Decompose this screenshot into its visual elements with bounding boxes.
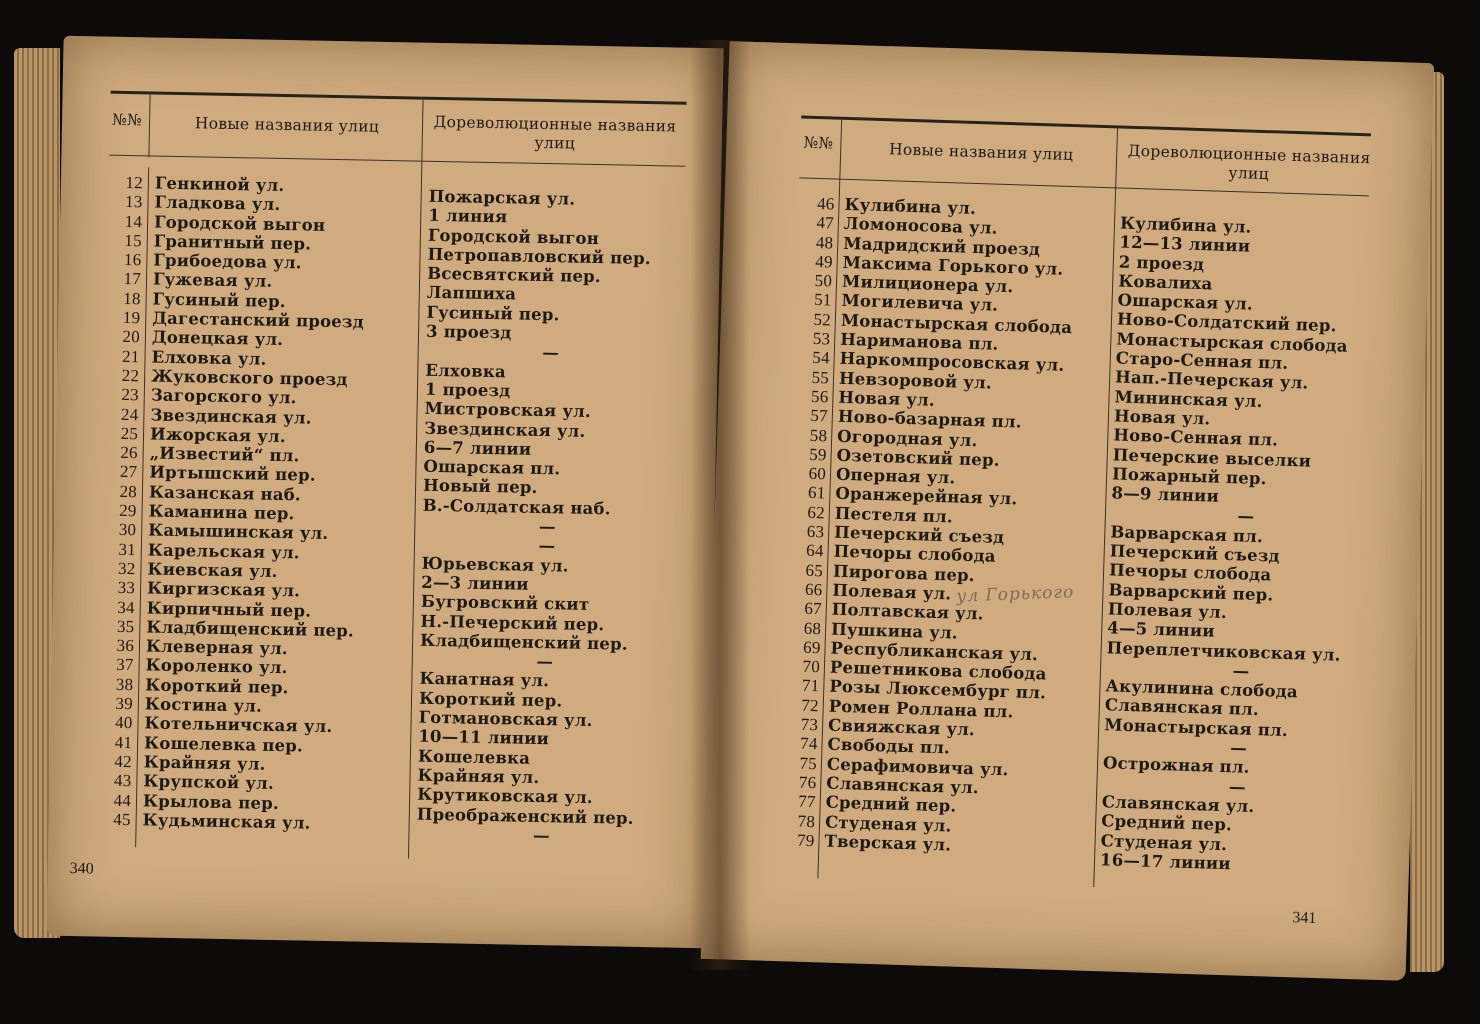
row-number: 54 xyxy=(811,348,830,368)
row-number: 63 xyxy=(806,521,825,542)
new-street-name: Каманина пер. xyxy=(148,501,295,524)
row-number: 19 xyxy=(122,308,141,328)
new-street-name: Оперная ул. xyxy=(835,464,956,488)
new-street-name: Свободы пл. xyxy=(827,734,951,758)
old-street-name: Бугровский скит xyxy=(420,591,590,615)
row-number: 49 xyxy=(815,251,834,272)
old-street-name: 2—3 линии xyxy=(421,572,529,594)
old-street-name: Варварский пер. xyxy=(1108,579,1274,605)
old-street-name: Ковалиха xyxy=(1117,271,1213,294)
row-number: 40 xyxy=(114,713,133,733)
new-street-name: Республиканская ул. xyxy=(830,638,1039,664)
left-new-names-column xyxy=(142,174,417,835)
row-number: 21 xyxy=(121,346,140,366)
row-number: 42 xyxy=(114,751,132,772)
row-number: 66 xyxy=(804,579,823,600)
left-col-divider-1 xyxy=(148,93,150,157)
new-street-name: Гладкова ул. xyxy=(154,192,281,215)
old-street-name: Печерские выселки xyxy=(1112,444,1312,471)
old-street-name: Ново-Солдатский пер. xyxy=(1116,309,1337,336)
new-street-name: Милиционера ул. xyxy=(841,271,1014,297)
new-street-name: Новая ул. xyxy=(838,387,936,410)
new-street-name: Максима Горького ул. xyxy=(842,252,1064,279)
new-street-name: Ижорская ул. xyxy=(149,424,286,446)
old-street-name: Нап.-Печерская ул. xyxy=(1114,367,1309,393)
row-number: 28 xyxy=(119,481,138,501)
old-street-name: — xyxy=(1237,506,1255,527)
old-street-name: Преображенский пер. xyxy=(416,804,634,828)
new-street-name: Короткий пер. xyxy=(145,675,289,697)
old-street-name: Гусиный пер. xyxy=(426,302,560,325)
new-street-name: Костина ул. xyxy=(144,694,263,716)
old-street-name: Петропавловский пер. xyxy=(427,244,651,268)
new-street-name: Карельская ул. xyxy=(147,540,300,563)
old-street-name: Елховка xyxy=(425,360,507,381)
new-street-name: Звездинская ул. xyxy=(150,405,312,428)
row-number: 69 xyxy=(802,637,821,658)
new-street-name: Ломоносова ул. xyxy=(843,214,998,238)
row-number: 60 xyxy=(808,464,827,484)
new-street-name: Мадридский проезд xyxy=(843,233,1041,259)
row-number: 35 xyxy=(116,616,135,637)
row-number: 50 xyxy=(814,271,833,291)
row-number: 64 xyxy=(805,541,824,561)
row-number: 45 xyxy=(113,809,131,829)
new-street-name: Казанская наб. xyxy=(148,482,302,505)
new-street-name: „Известий“ пл. xyxy=(149,443,300,466)
new-street-name: Елховка ул. xyxy=(151,347,267,369)
row-number: 38 xyxy=(115,674,134,694)
old-street-name: 1 проезд xyxy=(424,379,511,401)
new-street-name: Наркомпросовская ул. xyxy=(839,349,1065,376)
old-street-name: Готмановская ул. xyxy=(418,707,593,731)
row-number: 20 xyxy=(122,327,141,347)
row-number: 53 xyxy=(812,329,831,349)
left-page xyxy=(46,36,723,949)
row-number: 62 xyxy=(807,502,826,523)
right-number-column xyxy=(770,193,835,850)
left-header-new: Новые названия улиц xyxy=(194,114,380,136)
row-number: 65 xyxy=(805,560,824,580)
new-street-name: Камышинская ул. xyxy=(148,520,329,544)
new-street-name: Огородная ул. xyxy=(836,426,978,450)
new-street-name: Могилевича ул. xyxy=(841,291,999,316)
new-street-name: Кулибина ул. xyxy=(844,194,977,218)
old-street-name: Крайняя ул. xyxy=(417,765,540,787)
new-street-name: Короленко ул. xyxy=(145,655,288,678)
new-street-name: Свияжская ул. xyxy=(827,715,976,740)
row-number: 41 xyxy=(114,732,133,752)
row-number: 43 xyxy=(113,771,132,791)
old-street-name: Острожная пл. xyxy=(1102,753,1250,778)
row-number: 70 xyxy=(802,656,821,677)
right-header-num: №№ xyxy=(803,133,834,153)
left-page-number: 340 xyxy=(69,860,94,878)
new-street-name: Гусиный пер. xyxy=(152,289,286,311)
old-street-name: Славянская пл. xyxy=(1104,695,1260,720)
old-street-name: Славянская ул. xyxy=(1101,792,1255,816)
old-street-name: — xyxy=(538,517,556,537)
row-number: 17 xyxy=(123,269,142,289)
old-street-name: Монастырская пл. xyxy=(1104,714,1289,740)
old-street-name: Кошелевка xyxy=(417,746,531,768)
row-number: 51 xyxy=(813,290,832,310)
row-number: 31 xyxy=(118,539,137,559)
old-street-name: Студеная ул. xyxy=(1100,830,1228,854)
row-number: 26 xyxy=(120,443,138,463)
old-street-name: Ново-Сенная пл. xyxy=(1113,425,1279,450)
right-top-rule xyxy=(801,115,1371,136)
new-street-name: Гужевая ул. xyxy=(152,269,273,292)
new-street-name: Ромен Роллана пл. xyxy=(828,696,1014,722)
row-number: 58 xyxy=(809,425,828,445)
row-number: 39 xyxy=(115,693,134,714)
row-number: 30 xyxy=(118,520,137,540)
row-number: 36 xyxy=(116,636,135,656)
old-street-name: Переплетчиковская ул. xyxy=(1106,637,1341,665)
row-number: 48 xyxy=(815,232,834,253)
old-street-name: 1 линия xyxy=(428,206,508,227)
new-street-name: Оранжерейная ул. xyxy=(835,484,1018,509)
old-street-name: Н.-Печерский пер. xyxy=(420,611,605,634)
row-number: 18 xyxy=(123,288,141,309)
new-street-name: Пирогова пер. xyxy=(832,561,976,585)
row-number: 44 xyxy=(113,790,132,810)
right-page xyxy=(701,41,1434,981)
row-number: 77 xyxy=(798,791,817,812)
old-street-name: В.-Солдатская наб. xyxy=(422,495,611,519)
book-spine xyxy=(690,40,750,970)
old-street-name: — xyxy=(542,343,560,363)
row-number: 78 xyxy=(797,811,816,831)
new-street-name: Клеверная ул. xyxy=(145,636,289,659)
old-street-name: Мининская ул. xyxy=(1114,387,1263,411)
row-number: 56 xyxy=(810,386,829,407)
new-street-name: Котельничская ул. xyxy=(144,713,333,737)
old-street-name: 3 проезд xyxy=(425,321,512,343)
new-street-name: Пушкина ул. xyxy=(830,619,959,643)
old-street-name: Новый пер. xyxy=(422,476,538,498)
new-street-name: Тверская ул. xyxy=(824,831,952,855)
new-street-name: Кудьминская ул. xyxy=(142,810,311,833)
row-number: 67 xyxy=(804,599,823,619)
row-number: 79 xyxy=(796,830,815,851)
old-street-name: 10—11 линии xyxy=(418,726,550,749)
old-street-name: Ошарская пл. xyxy=(423,456,561,479)
new-street-name: Невзоровой ул. xyxy=(838,368,993,393)
row-number: 25 xyxy=(120,423,139,444)
new-street-name: Кошелевка пер. xyxy=(143,733,304,756)
new-street-name: Городской выгон xyxy=(153,212,326,235)
right-new-names-column xyxy=(824,195,1112,859)
new-street-name: Иртышский пер. xyxy=(149,462,316,486)
old-street-name: Кулибина ул. xyxy=(1119,213,1252,237)
new-street-name: Серафимовича ул. xyxy=(826,754,1009,779)
row-number: 37 xyxy=(116,655,134,675)
new-street-name: Пестеля пл. xyxy=(834,503,954,527)
new-street-name: Донецкая ул. xyxy=(151,327,284,350)
new-street-name: Озетовский пер. xyxy=(836,445,1001,470)
right-page-number: 341 xyxy=(1292,909,1317,928)
old-street-name: — xyxy=(1229,738,1248,758)
new-street-name: Славянская ул. xyxy=(826,773,980,798)
row-number: 33 xyxy=(117,578,136,598)
left-old-names-column xyxy=(416,187,679,848)
row-number: 22 xyxy=(121,365,140,386)
row-number: 72 xyxy=(801,695,820,715)
old-street-name: — xyxy=(1228,776,1247,797)
row-number: 55 xyxy=(811,367,830,388)
new-street-name: Крупской ул. xyxy=(143,771,275,794)
old-street-name: Варварская пл. xyxy=(1110,522,1264,546)
new-street-name: Розы Люксембург пл. xyxy=(829,677,1047,703)
old-street-name: — xyxy=(532,825,550,846)
new-street-name: Средний пер. xyxy=(825,792,957,816)
old-street-name: Старо-Сенная пл. xyxy=(1115,348,1289,373)
row-number: 52 xyxy=(813,309,832,330)
old-street-name: Крутиковская ул. xyxy=(417,784,594,808)
old-street-name: Средний пер. xyxy=(1100,811,1233,835)
row-number: 27 xyxy=(119,462,138,482)
new-street-name: Киргизская ул. xyxy=(146,578,301,601)
old-street-name: Канатная ул. xyxy=(419,669,550,691)
new-street-name: Печоры слобода xyxy=(833,542,997,567)
row-number: 73 xyxy=(800,714,819,735)
old-street-name: Новая ул. xyxy=(1113,406,1211,429)
old-street-name: 12—13 линии xyxy=(1119,232,1251,256)
right-header-old: Дореволюционные названия улиц xyxy=(1127,141,1371,184)
new-street-name: Решетникова слобода xyxy=(829,657,1047,684)
old-street-name: Мистровская ул. xyxy=(424,399,592,422)
new-street-name: Кирпичный пер. xyxy=(146,597,312,621)
new-street-name: Монастырская слобода xyxy=(840,310,1073,337)
row-number: 24 xyxy=(120,404,139,424)
old-street-name: Городской выгон xyxy=(427,225,600,248)
row-number: 13 xyxy=(124,192,143,212)
left-header-num: №№ xyxy=(111,110,143,130)
new-street-name: Жуковского проезд xyxy=(151,366,348,390)
old-street-name: — xyxy=(536,652,554,672)
left-number-column xyxy=(88,172,143,829)
old-street-name: Пожарская ул. xyxy=(428,186,576,209)
old-street-name: Кладбищенский пер. xyxy=(419,630,628,654)
right-header-new: Новые названия улиц xyxy=(888,140,1074,165)
row-number: 71 xyxy=(801,676,820,696)
row-number: 29 xyxy=(119,500,137,521)
row-number: 12 xyxy=(125,172,144,193)
old-street-name: Полевая ул. xyxy=(1107,599,1228,622)
old-street-name: 16—17 линии xyxy=(1099,849,1232,874)
row-number: 47 xyxy=(816,213,835,233)
row-number: 16 xyxy=(123,250,142,270)
old-street-name: Пожарный пер. xyxy=(1111,464,1267,489)
row-number: 61 xyxy=(807,483,826,503)
row-number: 14 xyxy=(124,211,143,231)
old-street-name: 4—5 линии xyxy=(1107,618,1216,641)
row-number: 74 xyxy=(799,734,818,754)
right-old-names-column xyxy=(1100,214,1390,878)
new-street-name: Грибоедова ул. xyxy=(153,250,302,273)
old-street-name: 8—9 линии xyxy=(1111,483,1220,506)
row-number: 76 xyxy=(798,772,817,793)
new-street-name: Полевая ул. xyxy=(832,580,952,604)
row-number: 46 xyxy=(816,193,835,214)
new-street-name: Крайняя ул. xyxy=(143,752,266,774)
old-street-name: Монастырская слобода xyxy=(1116,329,1348,356)
old-street-name: Лапшиха xyxy=(426,283,517,304)
new-street-name: Кладбищенский пер. xyxy=(146,617,355,641)
old-street-name: — xyxy=(538,536,556,556)
new-street-name: Ново-базарная пл. xyxy=(837,407,1022,432)
old-street-name: Печоры слобода xyxy=(1108,560,1272,585)
row-number: 59 xyxy=(808,444,827,465)
left-header-old: Дореволюционные названия улиц xyxy=(433,112,677,153)
row-number: 15 xyxy=(124,230,142,251)
old-street-name: Печерский съезд xyxy=(1109,541,1281,566)
new-street-name: Гранитный пер. xyxy=(153,231,312,254)
row-number: 68 xyxy=(803,618,822,638)
row-number: 23 xyxy=(121,385,139,405)
old-street-name: Акулинина слобода xyxy=(1105,676,1299,702)
left-header-rule xyxy=(109,155,685,167)
left-top-rule xyxy=(111,91,687,105)
new-street-name: Печерский съезд xyxy=(833,522,1005,548)
new-street-name: Генкиной ул. xyxy=(154,173,285,196)
old-street-name: Всесвятский пер. xyxy=(427,263,602,287)
row-number: 34 xyxy=(117,597,135,617)
row-number: 32 xyxy=(117,558,136,579)
old-street-name: — xyxy=(1232,661,1250,681)
new-street-name: Загорского ул. xyxy=(150,385,297,408)
old-street-name: 6—7 линии xyxy=(423,437,532,459)
old-street-name: Короткий пер. xyxy=(418,688,563,711)
new-street-name: Дагестанский проезд xyxy=(152,308,365,332)
old-street-name: 2 проезд xyxy=(1118,252,1205,274)
row-number: 75 xyxy=(799,753,818,773)
old-street-name: Звездинская ул. xyxy=(424,418,586,441)
new-street-name: Киевская ул. xyxy=(147,559,278,581)
row-number: 57 xyxy=(810,406,829,426)
new-street-name: Нариманова пл. xyxy=(839,329,999,354)
old-street-name: Ошарская ул. xyxy=(1117,290,1254,314)
handwritten-note: ул Горького xyxy=(956,582,1075,607)
new-street-name: Крылова пер. xyxy=(142,790,280,813)
old-street-name: Юрьевская ул. xyxy=(421,553,569,576)
new-street-name: Полтавская ул. xyxy=(831,599,984,624)
new-street-name: Студеная ул. xyxy=(824,812,952,836)
